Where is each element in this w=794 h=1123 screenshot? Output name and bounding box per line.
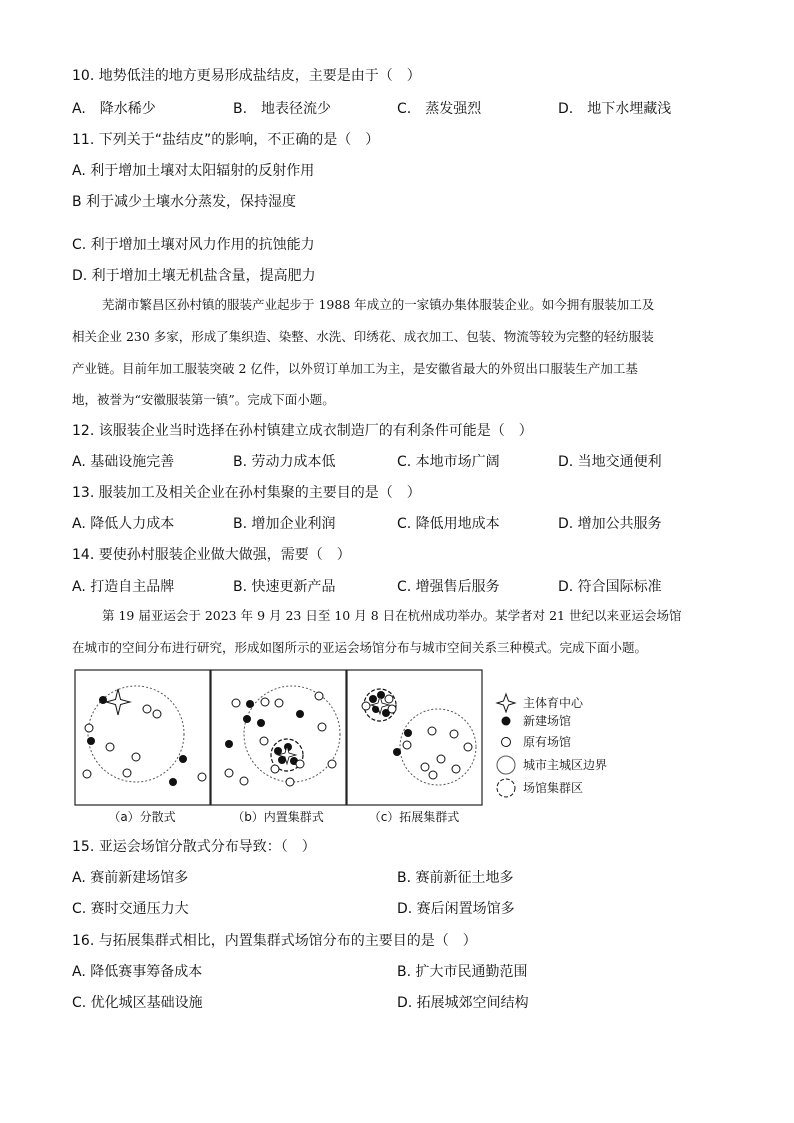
panel-c-existing-venue (450, 730, 458, 738)
panel-b-frame (211, 670, 346, 805)
legend-new-venue-icon (502, 717, 511, 726)
q16-option-c[interactable]: C. 优化城区基础设施 (72, 995, 203, 1011)
panel-a-main-sports-center-icon (106, 689, 130, 715)
panel-c-existing-venue (421, 763, 429, 771)
q12-option-a[interactable]: A. 基础设施完善 (72, 454, 175, 470)
q13-option-c[interactable]: C. 降低用地成本 (397, 516, 500, 532)
panel-a-new-venue (179, 755, 187, 763)
panel-a-existing-venue (85, 724, 93, 732)
panel-b-existing-venue (225, 769, 233, 777)
legend-city-boundary-icon (497, 756, 515, 774)
panel-a-existing-venue (106, 743, 114, 751)
q11-option-c[interactable]: C. 利于增加土壤对风力作用的抗蚀能力 (72, 237, 315, 253)
panel-c-existing-venue (362, 702, 370, 710)
q16-option-b[interactable]: B. 扩大市民通勤范围 (397, 964, 528, 980)
q14-option-c[interactable]: C. 增强售后服务 (397, 579, 500, 595)
panel-a-existing-venue (143, 705, 151, 713)
q10-option-b[interactable]: B. 地表径流少 (233, 101, 332, 117)
panel-b-new-venue (246, 700, 254, 708)
q12-option-b[interactable]: B. 劳动力成本低 (233, 454, 336, 470)
q16-stem: 16. 与拓展集群式相比，内置集群式场馆分布的主要目的是（ ） (72, 933, 477, 949)
legend-existing-venue-icon (502, 738, 511, 747)
q10-stem: 10. 地势低洼的地方更易形成盐结皮，主要是由于（ ） (72, 68, 421, 84)
passage2-line-1: 第 19 届亚运会于 2023 年 9 月 23 日至 10 月 8 日在杭州成功举办。某学者对 21 世纪以来亚运会场馆 (102, 608, 682, 623)
panel-b-existing-venue (275, 699, 283, 707)
panel-b-existing-venue (232, 699, 240, 707)
panel-b-existing-venue (296, 760, 304, 768)
q13-option-b[interactable]: B. 增加企业利润 (233, 516, 336, 532)
q14-option-d[interactable]: D. 符合国际标准 (558, 579, 662, 595)
panel-b-new-venue (225, 740, 233, 748)
panel-c-existing-venue (452, 765, 460, 773)
q15-option-c[interactable]: C. 赛时交通压力大 (72, 901, 189, 917)
panel-c-existing-venue (429, 771, 437, 779)
panel-a-new-venue (169, 778, 177, 786)
passage1-line-2: 相关企业 230 多家，形成了集织造、染整、水洗、印绣花、成衣加工、包装、物流等较为完整的轻纺服装 (72, 329, 654, 344)
panel-c-existing-venue (385, 695, 393, 703)
panel-b-existing-venue (271, 765, 279, 773)
panel-c-existing-venue (437, 755, 445, 763)
panel-c-existing-venue (464, 743, 472, 751)
panel-a-existing-venue (198, 773, 206, 781)
q16-option-a[interactable]: A. 降低赛事筹备成本 (72, 964, 203, 980)
passage1-line-4: 地，被誉为“安徽服装第一镇”。完成下面小题。 (72, 392, 335, 407)
panel-b-existing-venue (260, 737, 268, 745)
q10-option-a[interactable]: A. 降水稀少 (72, 101, 156, 117)
panel-b-new-venue (296, 710, 304, 718)
legend-venue-cluster: 场馆集群区 (523, 781, 584, 795)
caption-panel-b: （b）内置集群式 (232, 810, 324, 824)
q12-option-d[interactable]: D. 当地交通便利 (558, 454, 662, 470)
legend-existing-venue: 原有场馆 (523, 735, 572, 749)
panel-a-existing-venue (153, 710, 161, 718)
panel-a-new-venue (99, 696, 107, 704)
q15-stem: 15. 亚运会场馆分散式分布导致：（ ） (72, 839, 316, 855)
q15-option-b[interactable]: B. 赛前新征土地多 (397, 870, 514, 886)
caption-panel-c: （c）拓展集群式 (368, 810, 460, 824)
panel-c-existing-venue (403, 741, 411, 749)
panel-c-new-venue (404, 729, 412, 737)
passage1-line-1: 芜湖市繁昌区孙村镇的服装产业起步于 1988 年成立的一家镇办集体服装企业。如今拥有服装加工及 (102, 297, 655, 312)
panel-c-frame (347, 670, 482, 805)
panel-b-new-venue (243, 715, 251, 723)
q10-option-d[interactable]: D. 地下水埋藏浅 (558, 101, 672, 117)
q13-option-a[interactable]: A. 降低人力成本 (72, 516, 175, 532)
q12-option-c[interactable]: C. 本地市场广阔 (397, 454, 500, 470)
q15-option-d[interactable]: D. 赛后闲置场馆多 (397, 901, 515, 917)
panel-b-existing-venue (318, 723, 326, 731)
panel-c-existing-venue (388, 705, 396, 713)
q16-option-d[interactable]: D. 拓展城郊空间结构 (397, 995, 529, 1011)
q11-option-d[interactable]: D. 利于增加土壤无机盐含量，提高肥力 (72, 268, 316, 284)
panel-b-existing-venue (328, 760, 336, 768)
panel-c-new-venue (393, 748, 401, 756)
legend-main-sports-center-icon (497, 694, 515, 712)
panel-b-existing-venue (240, 777, 248, 785)
caption-panel-a: （a）分散式 (108, 810, 176, 824)
legend-city-boundary: 城市主城区边界 (523, 758, 608, 772)
panel-a-existing-venue (123, 769, 131, 777)
panel-b-existing-venue (315, 692, 323, 700)
panel-b-city-boundary (244, 686, 340, 782)
q11-option-a[interactable]: A. 利于增加土壤对太阳辐射的反射作用 (72, 163, 315, 179)
q14-option-b[interactable]: B. 快速更新产品 (233, 579, 336, 595)
panel-b-existing-venue (286, 778, 294, 786)
panel-a-existing-venue (132, 753, 140, 761)
panel-c-new-venue (369, 695, 377, 703)
legend-new-venue: 新建场馆 (523, 714, 572, 728)
venue-distribution-figure (74, 669, 634, 829)
panel-c-new-venue (377, 691, 385, 699)
passage2-line-2: 在城市的空间分布进行研究，形成如图所示的亚运会场馆分布与城市空间关系三种模式。完成下面小题。 (72, 640, 648, 655)
passage1-line-3: 产业链。目前年加工服装突破 2 亿件，以外贸订单加工为主，是安徽省最大的外贸出口服装生产加工基 (72, 361, 638, 376)
legend-venue-cluster-icon (497, 779, 515, 797)
q14-option-a[interactable]: A. 打造自主品牌 (72, 579, 175, 595)
legend-main-sports-center: 主体育中心 (523, 696, 584, 710)
q13-option-d[interactable]: D. 增加公共服务 (558, 516, 662, 532)
panel-b-new-venue (257, 719, 265, 727)
panel-b-existing-venue (261, 698, 269, 706)
q11-option-b[interactable]: B 利于减少土壤水分蒸发，保持湿度 (72, 194, 297, 210)
panel-c-existing-venue (428, 727, 436, 735)
q11-stem: 11. 下列关于“盐结皮”的影响，不正确的是（ ） (72, 132, 380, 148)
panel-a-frame (75, 670, 210, 805)
q15-option-a[interactable]: A. 赛前新建场馆多 (72, 870, 189, 886)
q13-stem: 13. 服装加工及相关企业在孙村集聚的主要目的是（ ） (72, 485, 421, 501)
q14-stem: 14. 要使孙村服装企业做大做强，需要（ ） (72, 547, 351, 563)
panel-a-existing-venue (83, 770, 91, 778)
q12-stem: 12. 该服装企业当时选择在孙村镇建立成衣制造厂的有利条件可能是（ ） (72, 423, 533, 439)
q10-option-c[interactable]: C. 蒸发强烈 (397, 101, 482, 117)
panel-a-new-venue (87, 737, 95, 745)
